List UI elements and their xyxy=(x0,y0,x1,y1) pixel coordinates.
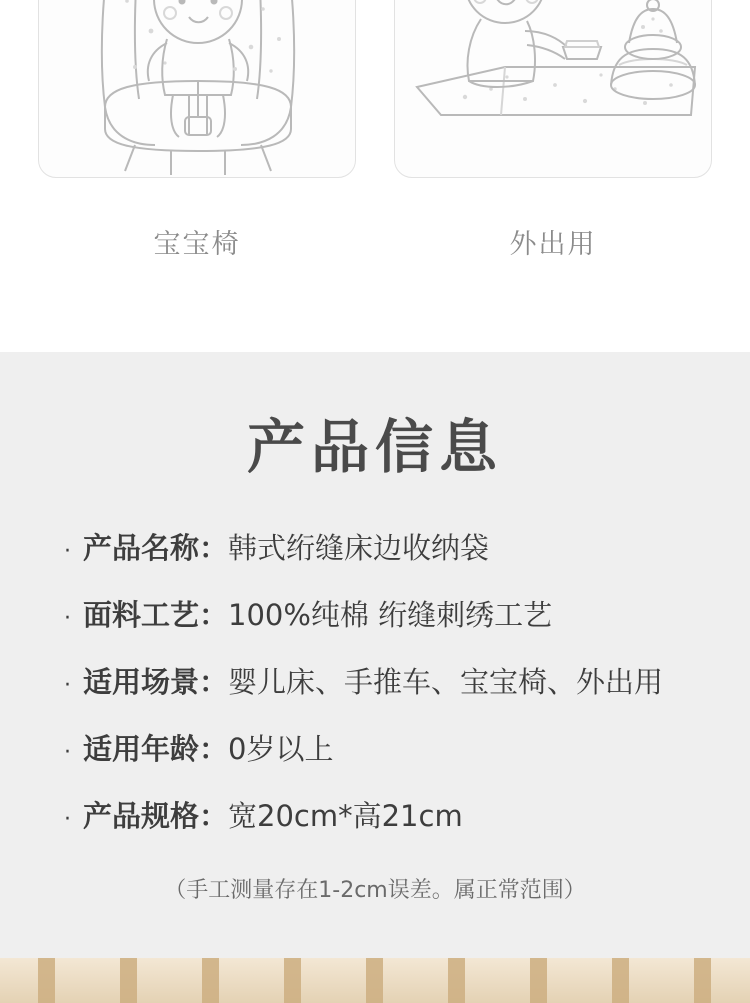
crib-slat xyxy=(366,958,383,1003)
usage-card-baby-chair xyxy=(38,0,356,261)
measurement-note: （手工测量存在1-2cm误差。属正常范围） xyxy=(164,878,586,903)
bullet-icon: · xyxy=(64,673,71,698)
spec-label: 适用场景： xyxy=(83,665,229,699)
spec-value: 婴儿床、手推车、宝宝椅、外出用 xyxy=(228,665,664,699)
crib-slat xyxy=(38,958,55,1003)
list-item xyxy=(64,794,750,835)
usage-caption: 宝宝椅 xyxy=(153,229,241,260)
spec-label: 产品名称： xyxy=(83,531,229,565)
crib-slat xyxy=(448,958,465,1003)
crib-slat xyxy=(694,958,711,1003)
spec-label: 产品规格： xyxy=(83,799,229,833)
list-item xyxy=(64,660,750,701)
crib-slat xyxy=(612,958,629,1003)
crib-slat xyxy=(202,958,219,1003)
list-item xyxy=(64,526,750,567)
bullet-icon: · xyxy=(64,740,71,765)
baby-on-mat-outdoors-illustration xyxy=(394,0,712,178)
spec-value: 宽20cm*高21cm xyxy=(228,799,463,833)
page-title: 产品信息 xyxy=(246,413,503,481)
usage-scenarios-band xyxy=(0,0,750,352)
usage-card-list xyxy=(0,0,750,261)
spec-value: 0岁以上 xyxy=(228,732,334,766)
product-info-panel xyxy=(0,352,750,958)
spec-value: 韩式绗缝床边收纳袋 xyxy=(228,531,490,565)
bullet-icon: · xyxy=(64,807,71,832)
crib-slat xyxy=(284,958,301,1003)
bullet-icon: · xyxy=(64,539,71,564)
usage-caption: 外出用 xyxy=(509,229,597,260)
baby-in-high-chair-illustration xyxy=(38,0,356,178)
bottom-photo-strip xyxy=(0,958,750,1003)
usage-card-outdoor xyxy=(394,0,712,261)
spec-value: 100%纯棉 绗缝刺绣工艺 xyxy=(228,598,553,632)
crib-slat xyxy=(120,958,137,1003)
spec-label: 适用年龄： xyxy=(83,732,229,766)
bullet-icon: · xyxy=(64,606,71,631)
spec-label: 面料工艺： xyxy=(83,598,229,632)
crib-slat xyxy=(530,958,547,1003)
product-spec-list xyxy=(0,526,750,835)
list-item xyxy=(64,593,750,634)
list-item xyxy=(64,727,750,768)
